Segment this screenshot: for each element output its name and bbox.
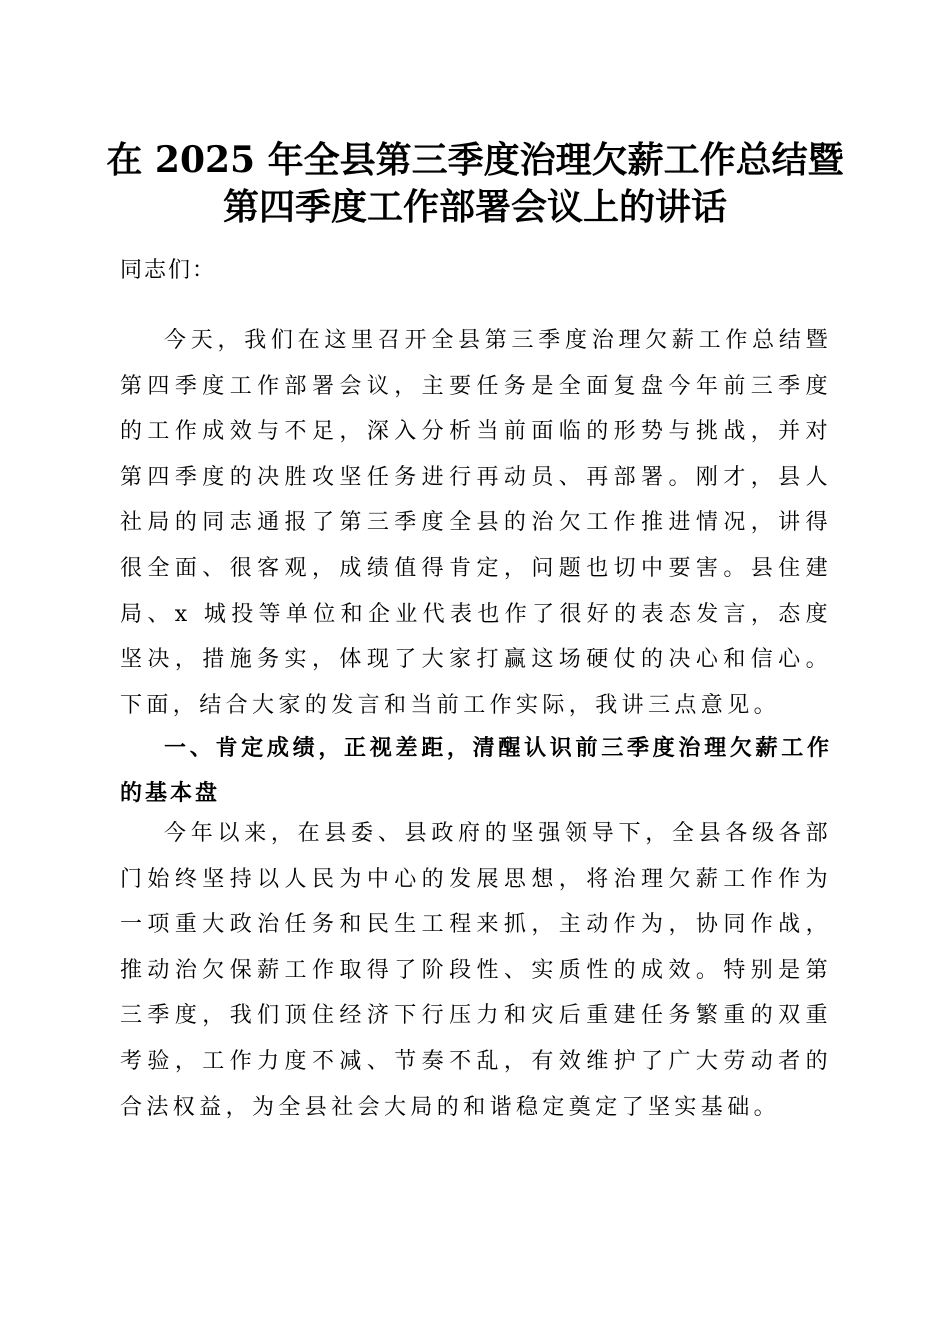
- section-heading-1: 一、肯定成绩，正视差距，清醒认识前三季度治理欠薪工作的基本盘: [120, 736, 832, 806]
- paragraph-section-1: 今年以来，在县委、县政府的坚强领导下，全县各级各部门始终坚持以人民为中心的发展思想，将治理欠薪工作作为一项重大政治任务和民生工程来抓，主动作为，协同作战，推动治欠保薪工作取得了阶段性、实质性的成效。特别是第三季度，我们顶住经济下行压力和灾后重建任务繁重的双重考验，工作力度不减、节奏不乱，有效维护了广大劳动者的合法权益，为全县社会大局的和谐稳定奠定了坚实基础。: [120, 821, 832, 1120]
- paragraph-opening: 今天，我们在这里召开全县第三季度治理欠薪工作总结暨第四季度工作部署会议，主要任务是全面复盘今年前三季度的工作成效与不足，深入分析当前面临的形势与挑战，并对第四季度的决胜攻坚任务进行再动员、再部署。刚才，县人社局的同志通报了第三季度全县的治欠工作推进情况，讲得很全面、很客观，成绩值得肯定，问题也切中要害。县住建局、x 城投等单位和企业代表也作了很好的表态发言，态度坚决，措施务实，体现了大家打赢这场硬仗的决心和信心。下面，结合大家的发言和当前工作实际，我讲三点意见。: [120, 328, 832, 718]
- salutation: 同志们：: [120, 258, 217, 283]
- document-title-line-1: 在 2025 年全县第三季度治理欠薪工作总结暨: [106, 139, 844, 181]
- document-title-line-2: 第四季度工作部署会议上的讲话: [222, 186, 727, 228]
